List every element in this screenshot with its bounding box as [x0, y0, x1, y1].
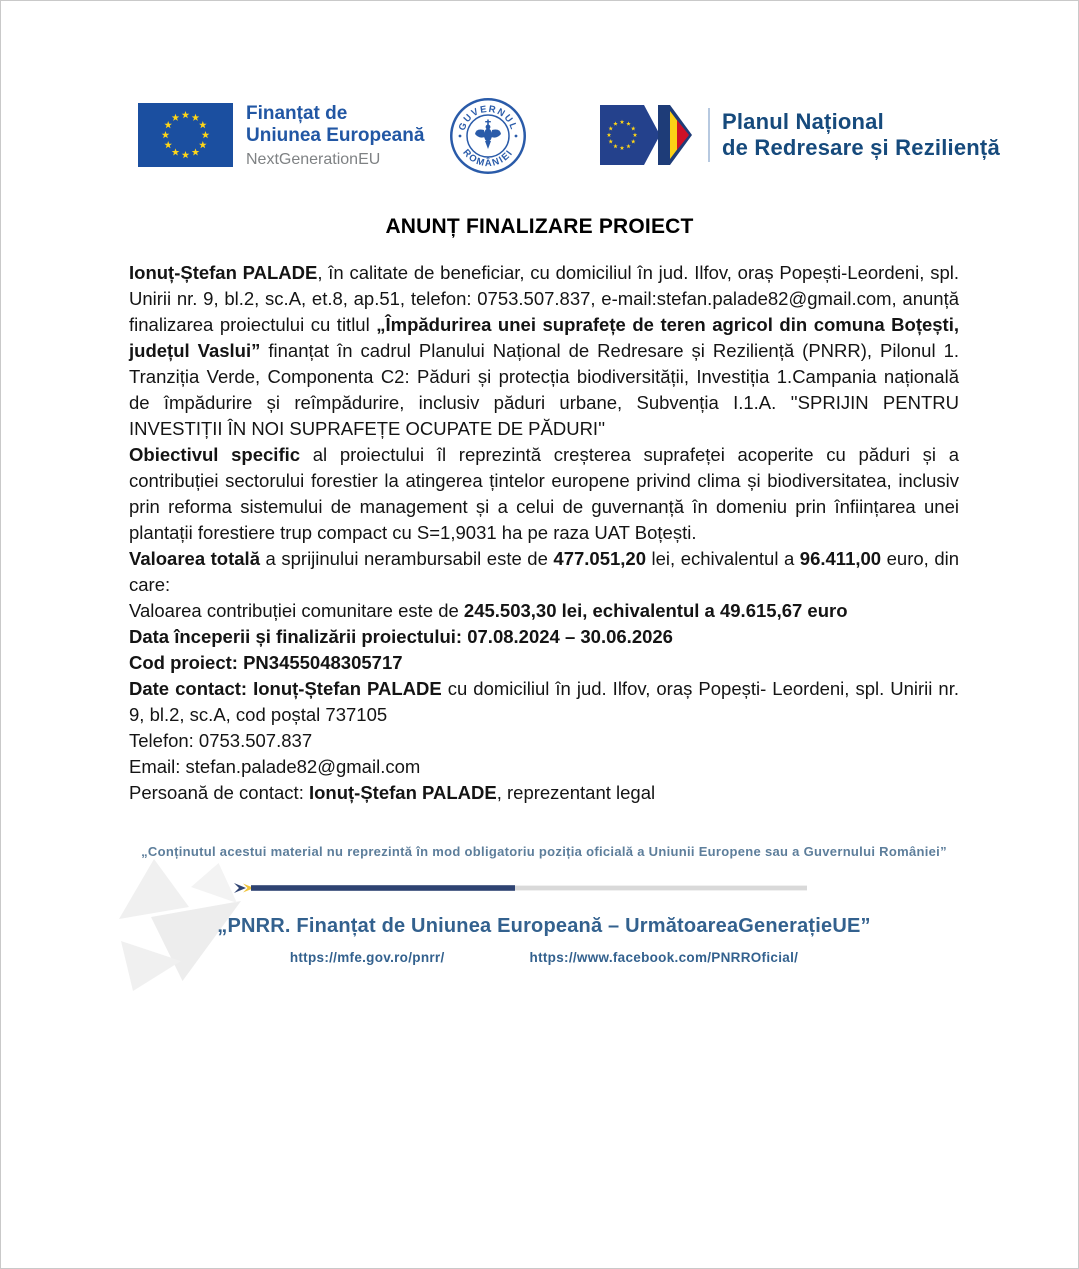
bold-text: Obiectivul specific: [129, 444, 301, 465]
paragraph: [129, 546, 959, 598]
facebook-link[interactable]: https://www.facebook.com/PNRROficial/: [529, 950, 799, 965]
pnrr-progress-bar: [234, 881, 807, 899]
seal-top-text: GUVERNUL: [456, 103, 520, 133]
progress-bar-icon: [234, 882, 807, 894]
bold-text: Ionuț-Ștefan PALADE: [308, 782, 497, 803]
paragraph: [129, 260, 959, 442]
text: , în calitate de beneficiar, cu domiciliul în jud. Ilfov, oraș Popești-Leordeni, spl. Unirii nr. 9, bl.2, sc.A, et.8, ap.51, telefon: 0753.507.837, e-mail:stefan.palade82@gmail.com, anunță finalizarea proiectului cu titlul: [129, 262, 959, 335]
text: Valoarea contribuției comunitare este de: [129, 600, 464, 621]
paragraph: [129, 598, 959, 624]
bold-text: Cod proiect: PN3455048305717: [129, 652, 403, 673]
eu-flag-icon: [138, 103, 233, 167]
bold-text: Date contact: Ionuț-Ștefan PALADE: [129, 678, 442, 699]
text: Email: stefan.palade82@gmail.com: [129, 756, 421, 777]
seal-bottom-text: ROMÂNIEI: [460, 147, 516, 170]
text: a sprijinului nerambursabil este de: [260, 548, 554, 569]
text: lei, echivalentul a: [646, 548, 800, 569]
text: Telefon: 0753.507.837: [129, 730, 313, 751]
paragraph: [129, 676, 959, 728]
paragraph: [129, 780, 959, 806]
disclaimer-text: „Conținutul acestui material nu reprezintă în mod obligatoriu poziția oficială a Uniunii Europene sau a Guvernului României”: [141, 844, 947, 859]
bold-text: Valoarea totală: [129, 548, 260, 569]
bold-text: 477.051,20: [553, 548, 646, 569]
text: Persoană de contact:: [129, 782, 309, 803]
logo-divider: [708, 108, 710, 162]
pnrr-arrows-icon: [600, 103, 696, 167]
eu-funding-logo: [138, 103, 424, 170]
pnrr-slogan: „PNRR. Finanțat de Uniunea Europeană – UrmătoareaGenerațieUE”: [217, 915, 871, 937]
footer-links: [129, 950, 959, 965]
announcement-body: [129, 260, 959, 806]
government-seal-icon: [448, 96, 528, 176]
paragraph: [129, 442, 959, 546]
text: , reprezentant legal: [496, 782, 656, 803]
text: cu domiciliul în jud. Ilfov, oraș Popești- Leordeni, spl. Unirii nr. 9, bl.2, sc.A, cod poștal 737105: [129, 678, 959, 725]
page-title: ANUNȚ FINALIZARE PROIECT: [385, 215, 694, 238]
eu-logo-line3: NextGenerationEU: [246, 151, 381, 168]
pnrr-logo-line1: Planul Național: [722, 109, 884, 134]
text: finanțat în cadrul Planului Național de Redresare și Reziliență (PNRR), Pilonul 1. Tranziția Verde, Componenta C2: Păduri și protecția biodiversității, Investiția 1.Campania națională de împădurire și reîmpădurire, inclusiv păduri urbane, Subvenția I.1.A. ''SPRIJIN PENTRU INVESTIȚII ÎN NOI SUPRAFEȚE OCUPATE DE PĂDURI'': [129, 340, 960, 439]
watermark-triangle: [191, 863, 237, 903]
mfe-link[interactable]: https://mfe.gov.ro/pnrr/: [289, 950, 445, 965]
bold-text: 96.411,00: [799, 548, 882, 569]
eu-logo-line2: Uniunea Europeană: [246, 125, 425, 146]
text: euro, din care:: [129, 548, 960, 595]
bold-text: 245.503,30 lei, echivalentul a 49.615,67 euro: [463, 600, 848, 621]
bold-text: Data începerii și finalizării proiectului: 07.08.2024 – 30.06.2026: [129, 626, 673, 647]
eu-logo-line1: Finanțat de: [246, 103, 348, 124]
text: al proiectului îl reprezintă creșterea suprafeței acoperite cu păduri și a contribuției sectorului forestier la atingerea țintelor europene privind clima și biodiversitatea, inclusiv prin reforma sistemului de management și a celui de guvernanță în domeniu prin înființarea unei plantații forestiere trup compact cu S=1,9031 ha pe raza UAT Boțești.: [129, 444, 959, 543]
watermark-triangle: [119, 859, 189, 919]
bold-text: Ionuț-Ștefan PALADE: [129, 262, 318, 283]
pnrr-logo-line2: de Redresare și Reziliență: [722, 135, 1000, 160]
paragraph: [129, 650, 959, 676]
pnrr-logo: [600, 103, 1000, 167]
bold-text: „Împădurirea unei suprafețe de teren agricol din comuna Boțești, județul Vaslui”: [129, 314, 959, 361]
paragraph: [129, 728, 959, 754]
paragraph: [129, 754, 959, 780]
romanian-government-seal: [448, 96, 528, 181]
paragraph: [129, 624, 959, 650]
